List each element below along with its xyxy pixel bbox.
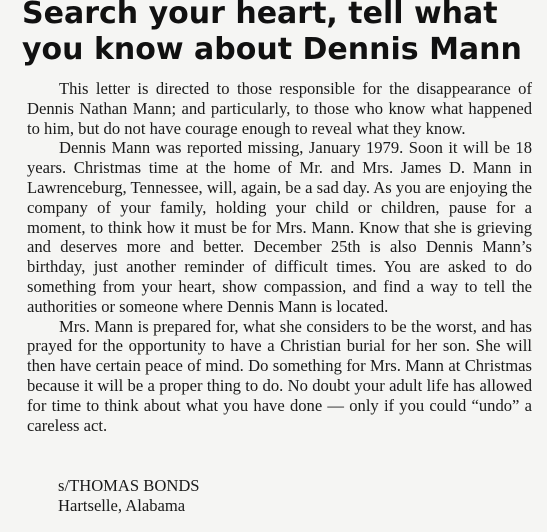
signature-name: s/THOMAS BONDS: [58, 476, 200, 495]
paragraph-3: Mrs. Mann is prepared for, what she considers to be the worst, and has prayed for the opportunity to have a Christian burial for her son. She will then have certain peace of mind. Do something for Mrs. Mann at Christmas because it will be a proper thing to do. No doubt your adult life has allowed for time to think about what you have done — only if you could “undo” a careless act.: [27, 316, 532, 435]
headline-line-1: Search your heart, tell what: [22, 0, 498, 31]
signature-block: [58, 476, 200, 516]
paragraph-2: Dennis Mann was reported missing, January 1979. Soon it will be 18 years. Christmas time at the home of Mr. and Mrs. James D. Mann in Lawrenceburg, Tennessee, will, again, be a sad day. As you are enjoying the company of your family, holding your child or children, pause for a moment, to think how it must be for Mrs. Mann. Know that she is grieving and deserves more and better. December 25th is also Dennis Mann’s birthday, just another reminder of difficult times. You are asked to do something from your heart, show compassion, and find a way to tell the authorities or someone where Dennis Mann is located.: [27, 138, 532, 316]
signature-location: Hartselle, Alabama: [58, 496, 186, 515]
headline-line-2: you know about Dennis Mann: [22, 32, 522, 67]
letter-body: [27, 79, 532, 435]
paragraph-1: This letter is directed to those responsible for the disappearance of Dennis Nathan Mann; and particularly, to those who know what happened to him, but do not have courage enough to reveal what they know.: [27, 79, 532, 138]
headline: [22, 0, 542, 68]
